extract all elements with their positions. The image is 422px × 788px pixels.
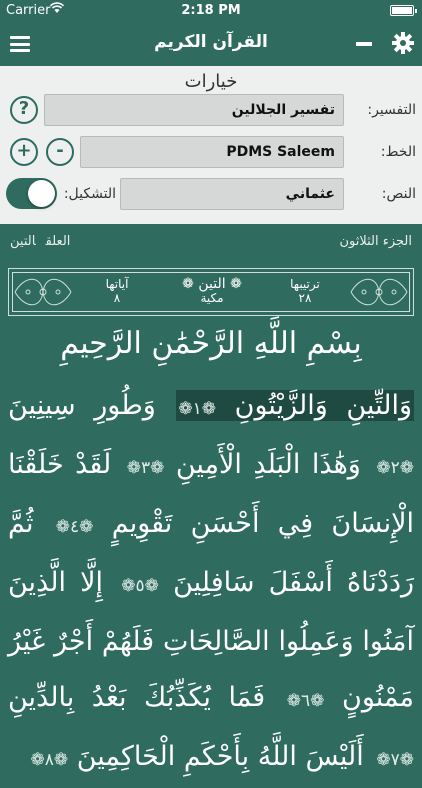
- ayah-text: لَقَدْ خَلَقْنَا الْإِنسَانَ فِي أَحْسَنِ تَقْوِيمٍ: [8, 449, 414, 539]
- ayah-number: ٦: [301, 691, 311, 711]
- tashkeel-toggle[interactable]: [6, 178, 57, 209]
- ayah-number-marker: ❁٧❁: [376, 750, 414, 770]
- ayah-number-marker: ❁٨❁: [30, 750, 69, 770]
- ayah-text: فَمَا يُكَذِّبُكَ بَعْدُ بِالدِّينِ: [8, 682, 266, 713]
- toggle-knob: [28, 180, 55, 207]
- ayah-number-marker: ❁٥❁: [121, 576, 159, 596]
- font-label: الخط:: [380, 144, 416, 160]
- ayah-number-marker: ❁٤❁: [55, 517, 94, 537]
- ayah-number: ٧: [390, 750, 400, 770]
- page-title: القرآن الكريم: [154, 32, 268, 52]
- text-style-field[interactable]: عثماني: [120, 178, 344, 210]
- ayah-number-marker: ❁٣❁: [126, 458, 165, 478]
- ayah-number: ٥: [135, 576, 145, 596]
- surah-order-cell: [275, 277, 335, 305]
- ayah-number: ٤: [70, 517, 80, 537]
- minus-icon[interactable]: [356, 42, 372, 46]
- clock: 2:18 PM: [181, 3, 241, 18]
- next-surah-link[interactable]: العلق: [45, 234, 71, 249]
- options-heading: خيارات: [184, 71, 238, 92]
- ayah-text: وَالتِّينِ وَالزَّيْتُونِ: [234, 390, 412, 421]
- font-field[interactable]: PDMS Saleem: [80, 136, 344, 168]
- ornament-icon: [349, 273, 409, 311]
- surah-ayat-cell: [87, 277, 147, 305]
- carrier-label: Carrier: [6, 3, 51, 18]
- surah-name-cell: ❁ التين ❁ مكية: [167, 277, 257, 305]
- surah-header-frame: [8, 268, 414, 316]
- ayah-1[interactable]: [176, 390, 414, 421]
- ayah-text: أَلَيْسَ اللَّهُ بِأَحْكَمِ الْحَاكِمِينَ: [76, 741, 364, 772]
- surah-ayat-label: آياتها: [105, 277, 129, 291]
- ayah-text: إِلَّا الَّذِينَ آمَنُوا وَعَمِلُوا الصَّالِحَاتِ فَلَهُمْ أَجْرٌ غَيْرُ مَمْنُونٍ: [8, 567, 414, 713]
- gear-icon[interactable]: [392, 32, 414, 54]
- ayah-number: ٣: [140, 458, 151, 478]
- ornament-icon: [13, 273, 73, 311]
- ayah-text: وَطُورِ سِينِينَ: [8, 390, 156, 421]
- decrease-font-button[interactable]: -: [46, 138, 74, 166]
- tafsir-label: التفسير:: [367, 102, 416, 118]
- ayah-8[interactable]: [28, 741, 365, 772]
- ayah-text: ثُمَّ رَدَدْنَاهُ أَسْفَلَ سَافِلِينَ: [8, 508, 415, 598]
- surah-navigation: [10, 234, 80, 249]
- help-button[interactable]: ?: [10, 96, 38, 124]
- ayah-number-marker: ❁٦❁: [286, 691, 325, 711]
- ayah-number: ٢: [390, 458, 400, 478]
- navigation-bar: [0, 22, 422, 66]
- increase-font-button[interactable]: +: [10, 138, 38, 166]
- options-panel: [0, 66, 422, 224]
- text-style-label: النص:: [381, 186, 416, 202]
- ayah-text: وَهَٰذَا الْبَلَدِ الْأَمِينِ: [175, 449, 361, 480]
- ayah-number-marker: ❁٢❁: [376, 458, 414, 478]
- battery-icon: [390, 5, 414, 16]
- tafsir-field[interactable]: تفسير الجلالين: [44, 94, 344, 126]
- current-surah-link[interactable]: التين: [10, 234, 36, 249]
- surah-revelation: مكية: [200, 291, 224, 305]
- surah-ayat-value: ٨: [113, 291, 121, 305]
- basmala: بِسْمِ اللَّهِ الرَّحْمَٰنِ الرَّحِيمِ: [60, 326, 362, 361]
- ayah-3[interactable]: [125, 449, 363, 480]
- surah-name: التين: [198, 276, 226, 292]
- juz-label: الجزء الثلاثون: [339, 234, 412, 249]
- ayah-number: ٨: [44, 750, 54, 770]
- verse-text: [8, 378, 414, 788]
- surah-order-value: ٢٨: [298, 291, 312, 305]
- tashkeel-label: التشكيل:: [63, 186, 116, 202]
- status-bar: [0, 0, 422, 22]
- surah-order-label: ترتيبها: [290, 277, 320, 291]
- ayah-number: ١: [192, 399, 202, 419]
- ayah-number-marker: ❁١❁: [178, 399, 217, 419]
